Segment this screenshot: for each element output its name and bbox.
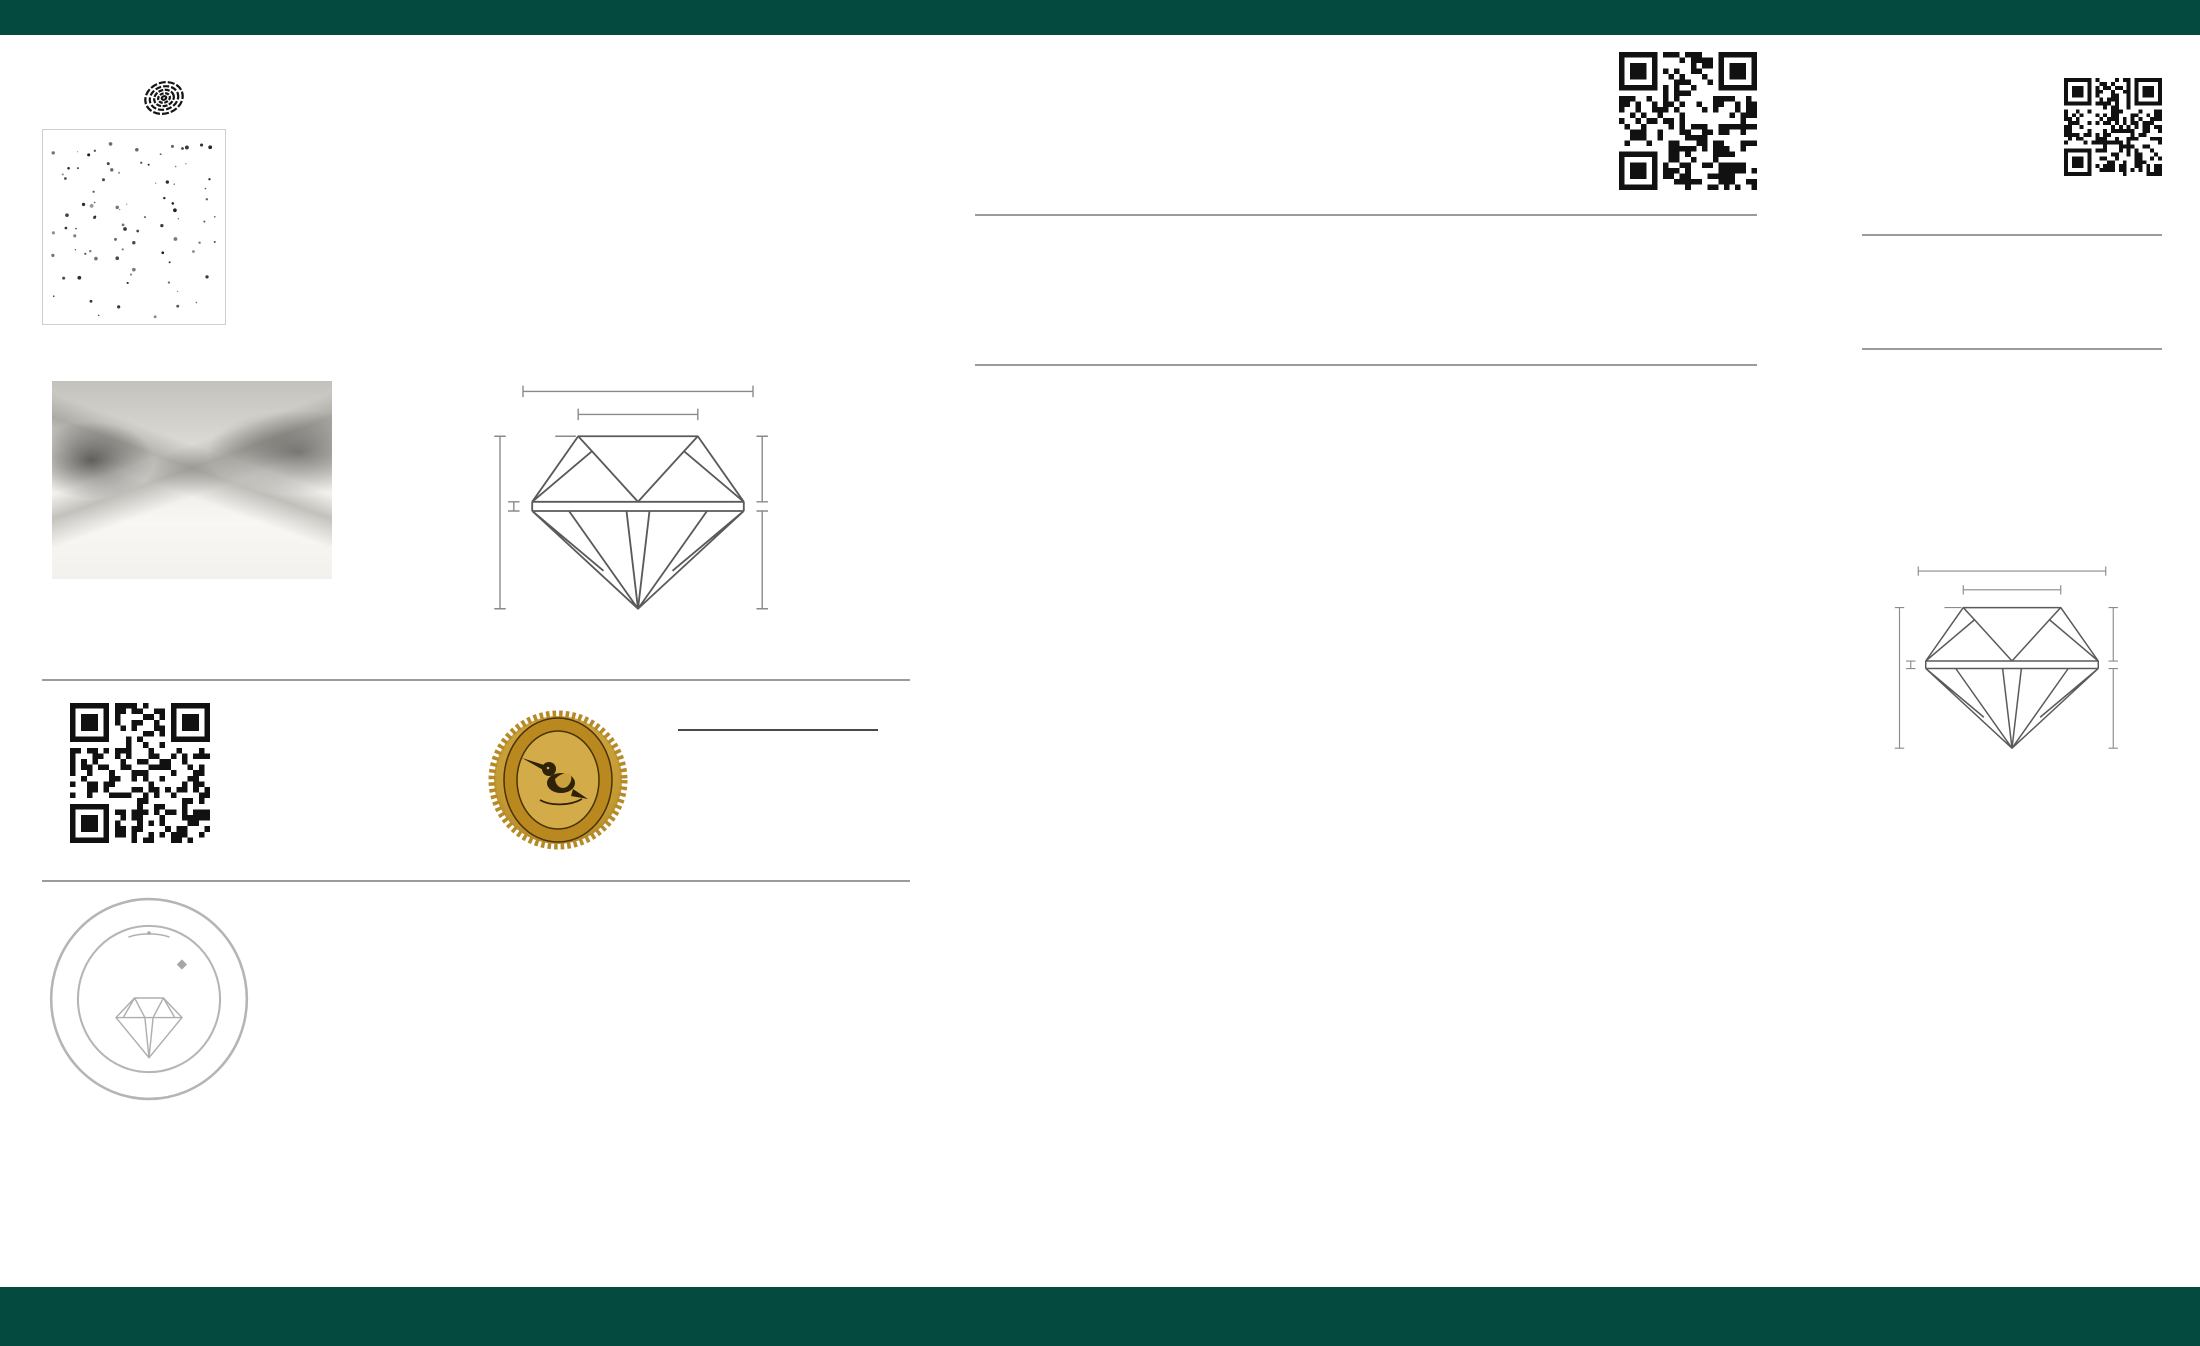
stub-detail-row <box>1862 477 2162 490</box>
left-divider-1 <box>42 679 910 681</box>
grading-row <box>1345 317 1757 342</box>
mid-divider-1 <box>975 214 1757 216</box>
left-panel <box>42 45 910 1107</box>
detail-row <box>975 379 1757 395</box>
laser-inscription-photo <box>52 381 332 579</box>
scan-here-note <box>230 721 462 747</box>
stub-proportion-diagram <box>1862 556 2162 781</box>
stub-detail-row <box>1862 412 2162 425</box>
stub-detail-row <box>1862 438 2162 451</box>
detail-row <box>975 491 1757 507</box>
detail-row <box>975 507 1757 523</box>
scs-divider <box>678 729 878 731</box>
bottom-brand-band <box>0 1287 2200 1346</box>
stub-divider-1 <box>1862 234 2162 236</box>
gemprint-section <box>42 85 910 325</box>
detail-row <box>975 427 1757 443</box>
left-divider-2 <box>42 880 910 882</box>
proportion-diagram-section <box>428 355 848 649</box>
stub-grading-row <box>1862 269 2162 290</box>
stub-detail-row <box>1862 464 2162 477</box>
fourcs-heading <box>979 238 1268 342</box>
stub-detail-row <box>1862 425 2162 438</box>
diamond-profile-drawing <box>1862 556 2162 781</box>
stub-grading-row <box>1862 248 2162 269</box>
gcal-guarantee-seal-icon <box>46 896 252 1107</box>
stub-grading-row <box>1862 290 2162 311</box>
detail-row <box>975 523 1757 539</box>
fourcs-table <box>1345 238 1757 342</box>
diamond-details-table <box>975 379 1757 587</box>
footer-section <box>42 896 910 1107</box>
stub-detail-row <box>1862 451 2162 464</box>
certificate-qr-code <box>1619 52 1757 190</box>
sustainability-qr-code <box>70 703 210 843</box>
stub-detail-row <box>1862 373 2162 386</box>
diamond-icon <box>116 998 182 1058</box>
main-panel <box>975 52 1757 630</box>
stub-qr-code <box>2064 78 2162 176</box>
stub-detail-row <box>1862 386 2162 399</box>
stub-detail-row <box>1862 516 2162 529</box>
top-brand-band <box>0 0 2200 35</box>
stub-grading-table <box>1862 248 2162 332</box>
stub-panel <box>1862 72 2162 781</box>
detail-row <box>975 443 1757 459</box>
detail-row <box>975 555 1757 571</box>
detail-row <box>975 459 1757 475</box>
laser-inscription-section <box>42 355 342 649</box>
stub-grading-row <box>1862 311 2162 332</box>
detail-row <box>975 411 1757 427</box>
grading-row <box>1345 292 1757 317</box>
detail-row <box>975 571 1757 587</box>
detail-row <box>975 475 1757 491</box>
sustainability-seal-icon <box>488 703 628 858</box>
gemprint-logo <box>42 85 280 109</box>
stub-detail-row <box>1862 360 2162 373</box>
stub-detail-row <box>1862 503 2162 516</box>
fourcs-grading-section <box>975 238 1757 342</box>
stub-detail-row <box>1862 490 2162 503</box>
stub-detail-row <box>1862 399 2162 412</box>
mid-divider-2 <box>975 364 1757 366</box>
diamond-profile-drawing <box>454 373 822 649</box>
stub-details-table <box>1862 360 2162 542</box>
stub-divider-2 <box>1862 348 2162 350</box>
svg-text:◆: ◆ <box>176 956 188 972</box>
detail-row <box>975 395 1757 411</box>
detail-row <box>975 539 1757 555</box>
grading-row <box>1345 267 1757 292</box>
sustainability-section <box>42 703 910 858</box>
stub-detail-row <box>1862 529 2162 542</box>
gemprint-scatter-image <box>42 129 226 325</box>
proportion-diagram <box>454 373 822 649</box>
fingerprint-icon <box>138 77 190 124</box>
grading-row <box>1345 242 1757 267</box>
